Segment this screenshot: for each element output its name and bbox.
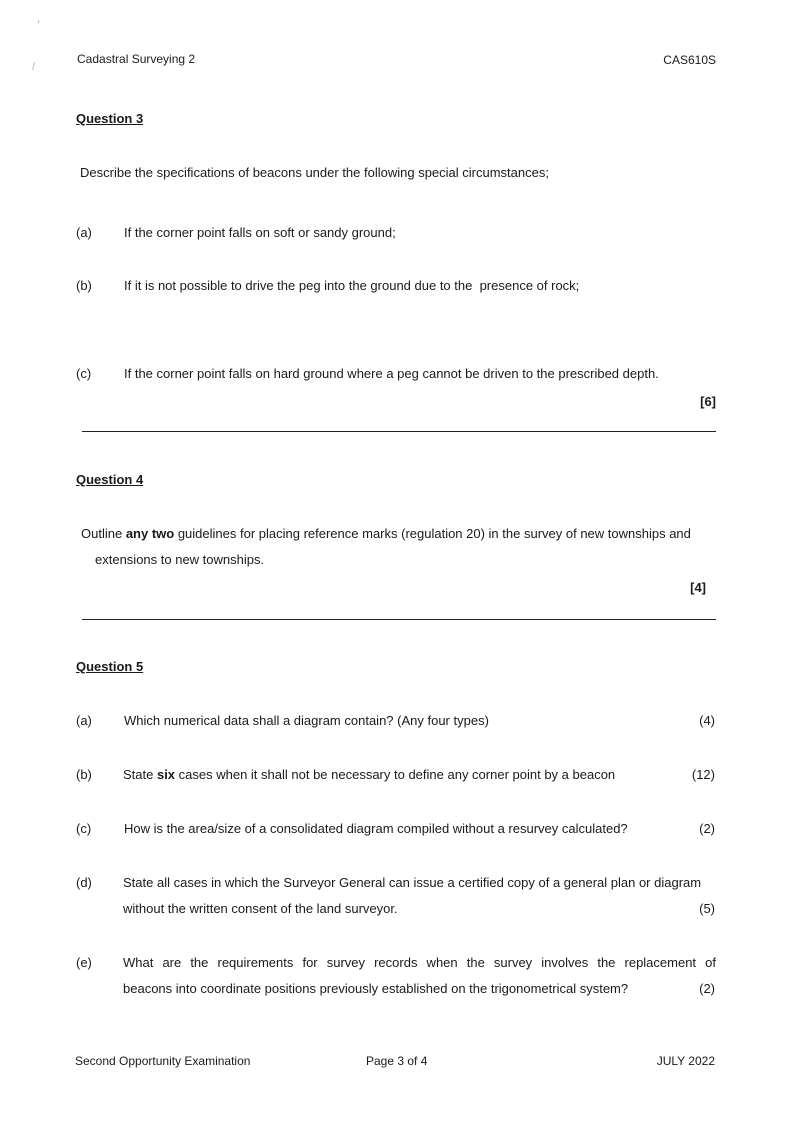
- q4-prompt-pre: Outline: [81, 526, 126, 541]
- q5-item-d-line2: without the written consent of the land surveyor.: [123, 901, 398, 916]
- q5-item-a-label: (a): [76, 713, 92, 728]
- footer-page-number: Page 3 of 4: [366, 1054, 428, 1068]
- q5-item-d-label: (d): [76, 875, 92, 890]
- q5-item-e-line2: beacons into coordinate positions previously established on the trigonometrical system?: [123, 981, 629, 996]
- q4-prompt-bold: any two: [125, 526, 175, 541]
- scan-mark: [32, 62, 35, 70]
- q5-item-b-marks: (12): [691, 767, 715, 782]
- question-4-marks: [4]: [690, 580, 706, 595]
- q5-item-c-text: How is the area/size of a consolidated diagram compiled without a resurvey calculated?: [124, 821, 628, 836]
- q3-item-b-text: If it is not possible to drive the peg into the ground due to the presence of rock;: [124, 278, 580, 293]
- q5-b-post: cases when it shall not be necessary to define any corner point by a beacon: [175, 767, 616, 782]
- q3-item-a-label: (a): [76, 225, 92, 240]
- q5-item-e-line1: What are the requirements for survey records when the survey involves the replacement of: [123, 955, 716, 970]
- q5-item-b-text: [123, 767, 615, 782]
- question-5-heading: Question 5: [76, 659, 144, 674]
- q3-item-b-label: (b): [76, 278, 92, 293]
- q3-item-c-text: If the corner point falls on hard ground where a peg cannot be driven to the prescribed depth.: [124, 366, 659, 381]
- footer-exam-name: Second Opportunity Examination: [75, 1054, 251, 1068]
- q3-item-a-text: If the corner point falls on soft or sandy ground;: [124, 225, 396, 240]
- q5-item-d-line1: State all cases in which the Surveyor General can issue a certified copy of a general plan or diagram: [123, 875, 702, 890]
- question-3-prompt: Describe the specifications of beacons under the following special circumstances;: [80, 165, 549, 180]
- q5-item-a-marks: (4): [699, 713, 715, 728]
- question-4-prompt-line2: extensions to new townships.: [95, 552, 265, 567]
- question-3-marks: [6]: [700, 394, 716, 409]
- q5-item-b-label: (b): [76, 767, 92, 782]
- q5-item-c-label: (c): [76, 821, 92, 836]
- header-course-title: Cadastral Surveying 2: [77, 52, 196, 66]
- q5-item-e-label: (e): [76, 955, 92, 970]
- scan-mark: [38, 20, 39, 23]
- q5-item-a-text: Which numerical data shall a diagram contain? (Any four types): [124, 713, 489, 728]
- section-divider: [82, 431, 716, 432]
- q4-prompt-post: guidelines for placing reference marks (regulation 20) in the survey of new townships and: [174, 526, 691, 541]
- question-4-heading: Question 4: [76, 472, 144, 487]
- footer-date: JULY 2022: [656, 1054, 715, 1068]
- section-divider: [82, 619, 716, 620]
- question-4-prompt: [81, 526, 691, 541]
- q5-item-d-marks: (5): [699, 901, 715, 916]
- q5-item-e-marks: (2): [699, 981, 715, 996]
- q5-b-bold: six: [156, 767, 176, 782]
- question-3-heading: Question 3: [76, 111, 144, 126]
- q3-item-c-label: (c): [76, 366, 92, 381]
- q5-b-pre: State: [123, 767, 157, 782]
- q5-item-c-marks: (2): [699, 821, 715, 836]
- header-course-code: CAS610S: [663, 53, 716, 67]
